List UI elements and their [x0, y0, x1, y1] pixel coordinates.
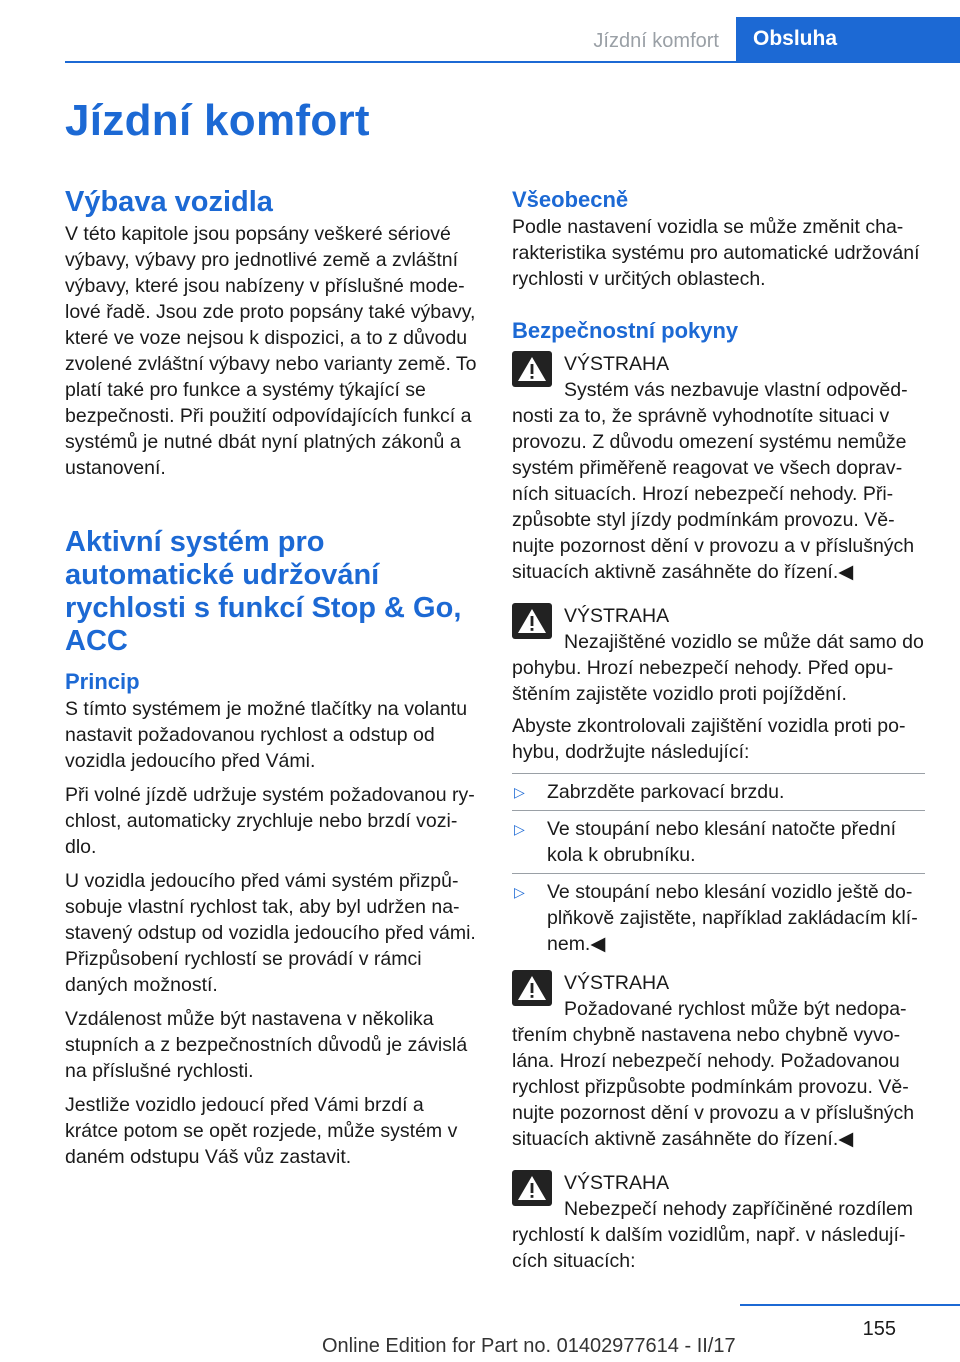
- list-item-text: Ve stoupání nebo klesání vozidlo ještě doplňkově zajistěte, například zakládacím klínem.◀: [547, 881, 918, 955]
- list-item: [512, 810, 925, 873]
- warning-followup-text: Abyste zkontrolovali zajištění vozidla proti pohybu, dodržujte následující:: [512, 715, 906, 763]
- warning-triangle-icon: [512, 603, 552, 639]
- chapter-tab: [736, 17, 960, 61]
- chapter-tab-label: Obsluha: [753, 27, 838, 50]
- warning-text: Systém vás nezbavuje vlastní odpovědnosti za to, že správně vyhodnotíte situaci v provozu. Z důvodu omezení systému nemůže systém přiměřeně reagovat ve všech dopravních situacích. Hrozí nebezpečí nehody. Přizpůsobte styl jízdy podmínkám provozu. Věnujte pozornost dění v provozu a v příslušných situacích aktivně zasáhněte do řízení.◀: [512, 379, 915, 583]
- warning-triangle-icon: [512, 970, 552, 1006]
- warning-text: Požadované rychlost může být nedopatřením chybně nastavena nebo chybně vyvolána. Hrozí nebezpečí nehody. Požadovanou rychlost přizpůsobte podmínkám provozu. Věnujte pozornost dění v provozu a v příslušných situacích aktivně zasáhněte do řízení.◀: [512, 998, 915, 1150]
- princip-paragraph: S tímto systémem je možné tlačítky na volantu nastavit požadovanou rychlost a odstup od vozidla jedoucího před Vámi.: [65, 698, 468, 772]
- list-item: [512, 773, 925, 810]
- warning-triangle-icon: [512, 351, 552, 387]
- princip-paragraph: Jestliže vozidlo jedoucí před Vámi brzdí a krátce potom se opět rozjede, může systém v daném odstupu Váš vůz zastavit.: [65, 1094, 458, 1168]
- list-item-text: Zabrzděte parkovací brzdu.: [547, 781, 785, 803]
- warning-label: VÝSTRAHA: [564, 972, 670, 994]
- princip-paragraph: Při volné jízdě udržuje systém požadovanou rychlost, automaticky zrychluje nebo brzdí vozidlo.: [65, 784, 475, 858]
- warning-block: [512, 351, 925, 585]
- page-number: 155: [862, 1318, 896, 1340]
- princip-paragraph: U vozidla jedoucího před vámi systém přizpůsobuje vlastní rychlost tak, aby byl udržen nastavený odstup od vozidla jedoucího před vámi. Přizpůsobení rychlostí se provádí v rámci daných možností.: [65, 870, 476, 996]
- list-item-text: Ve stoupání nebo klesání natočte přední kola k obrubníku.: [547, 818, 897, 866]
- acc-heading: Aktivní systém pro automatické udržování rychlosti s funkcí Stop & Go, ACC: [65, 526, 462, 657]
- warning-label: VÝSTRAHA: [564, 353, 670, 375]
- triangle-right-icon: ▷: [514, 784, 525, 800]
- warning-label: VÝSTRAHA: [564, 605, 670, 627]
- triangle-right-icon: ▷: [514, 821, 525, 837]
- page-title: Jízdní komfort: [65, 96, 370, 145]
- right-column: [512, 186, 925, 1274]
- warning-label: VÝSTRAHA: [564, 1172, 670, 1194]
- vseobecne-heading: Všeobecně: [512, 187, 629, 212]
- princip-paragraph: Vzdálenost může být nastavena v několika stupních a z bezpečnostních důvodů je závislá na příslušné rychlosti.: [65, 1008, 468, 1082]
- bezpecnost-heading: Bezpečnostní pokyny: [512, 318, 739, 343]
- warning-block: [512, 603, 925, 707]
- running-header-section: Jízdní komfort: [593, 30, 719, 52]
- checklist: [512, 773, 925, 962]
- header-rule: [65, 61, 960, 63]
- warning-triangle-icon: [512, 1170, 552, 1206]
- warning-text: Nezajištěné vozidlo se může dát samo do pohybu. Hrozí nebezpečí nehody. Před opuštěním zajistěte vozidlo proti pojíždění.: [512, 631, 924, 705]
- edition-note: Online Edition for Part no. 01402977614 - II/17: [322, 1335, 736, 1357]
- footer-rule: [740, 1304, 960, 1306]
- warning-text: Nebezpečí nehody zapříčiněné rozdílem rychlostí k dalším vozidlům, např. v následujících situacích:: [512, 1198, 914, 1272]
- list-item: [512, 873, 925, 962]
- vybava-heading: Výbava vozidla: [65, 186, 273, 218]
- warning-block: [512, 1170, 925, 1274]
- vybava-text: V této kapitole jsou popsány veškeré sériové výbavy, výbavy pro jednotlivé země a zvláštní výbavy, které jsou nabízeny v příslušné modelové řadě. Jsou zde proto popsány také výbavy, které ve voze nejsou k dispozici, a to z důvodu zvolené zvláštní výbavy nebo varianty země. To platí také pro funkce a systémy týkající se bezpečnosti. Při použití odpovídajících funkcí a systémů je nutné dbát nyní platných zákonů a ustanovení.: [65, 223, 477, 479]
- warning-block: [512, 970, 925, 1152]
- triangle-right-icon: ▷: [514, 884, 525, 900]
- princip-heading: Princip: [65, 669, 140, 694]
- left-column: [65, 186, 478, 1170]
- vseobecne-text: Podle nastavení vozidla se může změnit charakteristika systému pro automatické udržování rychlosti v určitých oblastech.: [512, 216, 920, 290]
